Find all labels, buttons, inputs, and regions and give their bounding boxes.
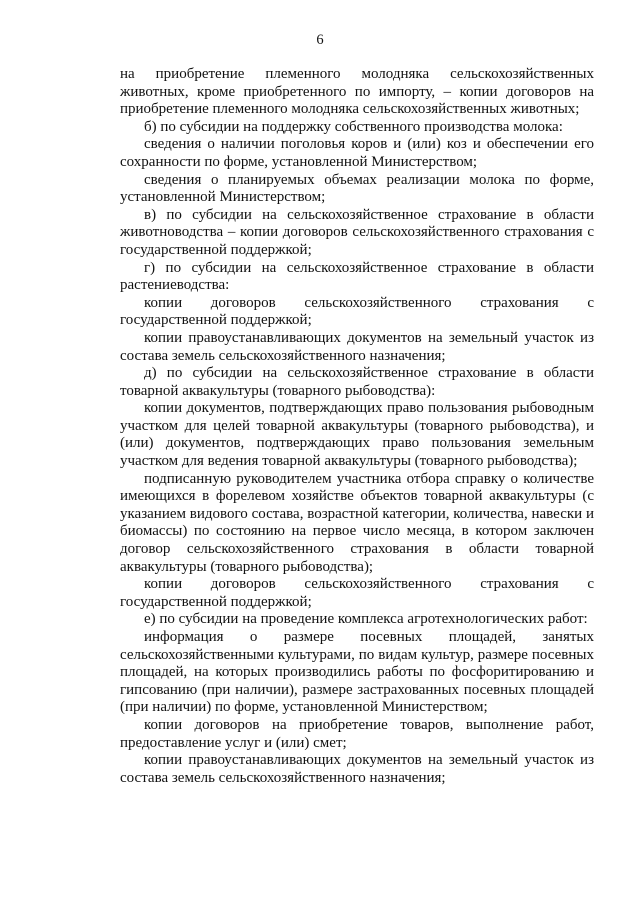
paragraph: копии договоров на приобретение товаров, выполнение работ, предоставление услуг и (или) смет; [120,716,594,751]
paragraph: б) по субсидии на поддержку собственного производства молока: [144,118,563,135]
paragraph: подписанную руководителем участника отбора справку о количестве имеющихся в форелевом хозяйстве объектов товарной аквакультуры (с указанием видового состава, возрастной категории, количества, навески и биомассы) по состоянию на первое число месяца, в котором заключен договор сельскохозяйственного страхования в области товарной аквакультуры (товарного рыбоводства); [120,470,594,575]
document-body [120,66,594,787]
paragraph: информация о размере посевных площадей, занятых сельскохозяйственными культурами, по видам культур, размере посевных площадей, на которых производились работы по фосфоритированию и гипсованию (при наличии), размере застрахованных посевных площадей (при наличии) по форме, установленной Министерством; [120,629,594,716]
page-number: 6 [316,32,324,48]
paragraph: г) по субсидии на сельскохозяйственное страхование в области растениеводства: [120,259,594,294]
paragraph: копии правоустанавливающих документов на земельный участок из состава земель сельскохозяйственного назначения; [120,329,594,364]
paragraph: сведения о наличии поголовья коров и (или) коз и обеспечении его сохранности по форме, установленной Министерством; [120,136,594,170]
paragraph: в) по субсидии на сельскохозяйственное страхование в области животноводства – копии договоров сельскохозяйственного страхования с государственной поддержкой; [120,206,594,258]
paragraph: е) по субсидии на проведение комплекса агротехнологических работ: [144,611,588,628]
paragraph: копии правоустанавливающих документов на земельный участок из состава земель сельскохозяйственного назначения; [120,752,594,786]
paragraph: копии договоров сельскохозяйственного страхования с государственной поддержкой; [120,294,594,329]
paragraph: копии документов, подтверждающих право пользования рыбоводным участком для целей товарной аквакультуры (товарного рыбоводства), и (или) документов, подтверждающих право пользования земельным участком для ведения товарной аквакультуры (товарного рыбоводства); [120,400,594,470]
paragraph: копии договоров сельскохозяйственного страхования с государственной поддержкой; [120,576,594,610]
paragraph: д) по субсидии на сельскохозяйственное страхование в области товарной аквакультуры (товарного рыбоводства): [120,365,594,399]
paragraph: сведения о планируемых объемах реализации молока по форме, установленной Министерством; [120,171,594,206]
paragraph: на приобретение племенного молодняка сельскохозяйственных животных, кроме приобретенного по импорту, – копии договоров на приобретение племенного молодняка сельскохозяйственных животных; [120,66,594,118]
